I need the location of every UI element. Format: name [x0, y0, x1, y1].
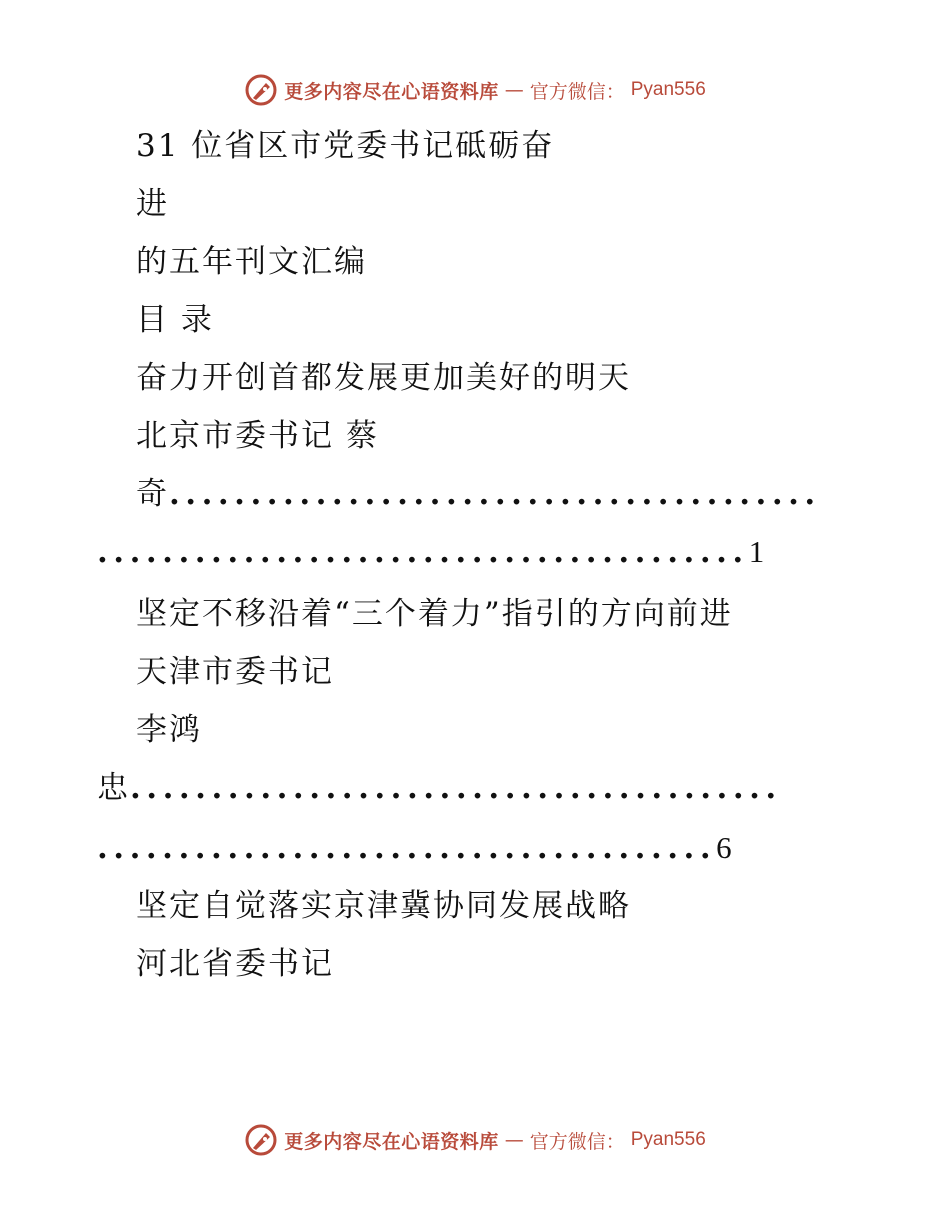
doc-title-line-2: 进 [136, 186, 169, 222]
dot-leader: ........................................ [130, 770, 782, 806]
toc-entry-author: 天津市委书记 [136, 654, 334, 690]
toc-entry-author-cont: 李鸿 [136, 712, 202, 748]
banner-wechat-label: 官方微信： [529, 80, 625, 103]
toc-entry-author: 北京市委书记 蔡 [136, 418, 379, 454]
banner-wechat-id: Pyan556 [630, 79, 706, 100]
toc-entry-author: 河北省委书记 [136, 946, 334, 982]
dot-leader: ........................................ [169, 476, 821, 512]
author-name-part: 忠 [97, 770, 130, 806]
toc-entry-leader-line [97, 828, 732, 868]
pen-nib-logo-icon [244, 73, 278, 107]
doc-title-line-3: 的五年刊文汇编 [136, 244, 367, 280]
banner-wechat-label: 官方微信： [529, 1130, 625, 1153]
watermark-banner-top [0, 70, 950, 110]
pen-nib-logo-icon [244, 1123, 278, 1157]
toc-page-number: 6 [716, 830, 732, 865]
banner-site-text: 更多内容尽在心语资料库 [284, 80, 499, 103]
toc-entry-title: 坚定不移沿着“三个着力”指引的方向前进 [136, 596, 733, 632]
banner-site-text: 更多内容尽在心语资料库 [284, 1130, 499, 1153]
toc-entry-title: 坚定自觉落实京津冀协同发展战略 [136, 888, 631, 924]
toc-page-number: 1 [748, 534, 765, 569]
author-name-part: 奇 [136, 476, 169, 512]
dot-leader: ...................................... [97, 830, 717, 866]
toc-entry-title: 奋力开创首都发展更加美好的明天 [136, 360, 631, 396]
toc-entry-author-cont [97, 768, 782, 808]
banner-separator: — [504, 1129, 524, 1151]
toc-heading: 目 录 [136, 302, 214, 338]
toc-entry-author-cont [136, 474, 821, 514]
banner-wechat-id: Pyan556 [630, 1129, 706, 1150]
banner-separator: — [504, 79, 524, 101]
watermark-banner-bottom [0, 1120, 950, 1160]
doc-title-line-1: 31 位省区市党委书记砥砺奋 [136, 128, 555, 164]
dot-leader: ........................................ [97, 534, 749, 570]
toc-entry-leader-line [97, 532, 764, 572]
